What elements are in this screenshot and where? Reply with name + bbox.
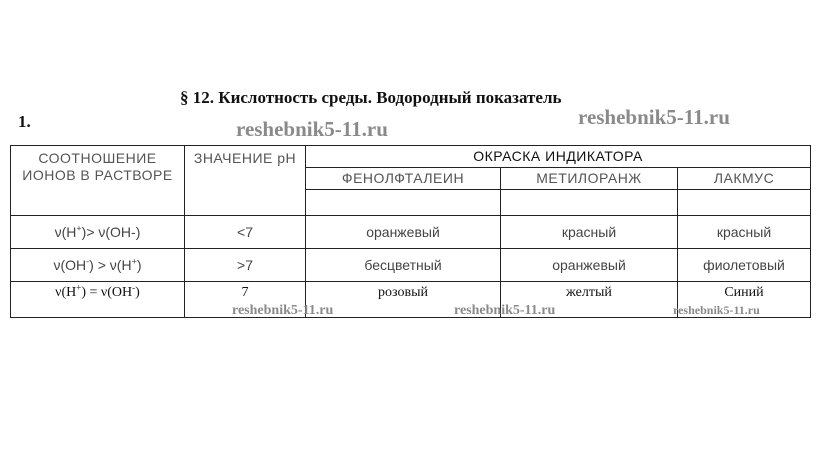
watermark: reshebnik5-11.ru [236,117,388,141]
header-phenolphthalein: ФЕНОЛФТАЛЕИН [306,168,501,190]
methylorange-cell: красный [501,216,678,249]
header-spacer [306,190,501,216]
ph-cell: >7 [185,249,306,282]
ratio-cell: ν(OH-) > ν(H+) [11,249,185,282]
header-spacer [678,190,811,216]
phenolphthalein-cell: оранжевый [306,216,501,249]
phenolphthalein-cell: бесцветный [306,249,501,282]
section-title: § 12. Кислотность среды. Водородный показатель [180,88,562,107]
phenolphthalein-cell: розовый [306,282,501,318]
indicator-table [10,145,811,318]
header-indicator: ОКРАСКА ИНДИКАТОРА [306,146,811,168]
litmus-cell: Синий [678,282,811,318]
ph-cell: <7 [185,216,306,249]
ph-cell: 7 [185,282,306,318]
litmus-cell: красный [678,216,811,249]
header-methylorange: МЕТИЛОРАНЖ [501,168,678,190]
watermark: reshebnik5-11.ru [578,105,730,129]
methylorange-cell: желтый [501,282,678,318]
ratio-cell: ν(H+) = ν(OH-) [11,282,185,318]
table-row [11,249,811,282]
litmus-cell: фиолетовый [678,249,811,282]
header-ratio: СООТНОШЕНИЕ ИОНОВ В РАСТВОРЕ [11,146,185,216]
table-row [11,216,811,249]
header-ph: ЗНАЧЕНИЕ рН [185,146,306,216]
exercise-number: 1. [18,112,31,131]
watermark: reshebnik5-11.ru [232,303,334,318]
header-spacer [501,190,678,216]
methylorange-cell: оранжевый [501,249,678,282]
header-litmus: ЛАКМУС [678,168,811,190]
watermark: reshebnik5-11.ru [673,303,760,317]
ratio-cell: ν(H+)> ν(OH-) [11,216,185,249]
watermark: reshebnik5-11.ru [454,303,556,318]
